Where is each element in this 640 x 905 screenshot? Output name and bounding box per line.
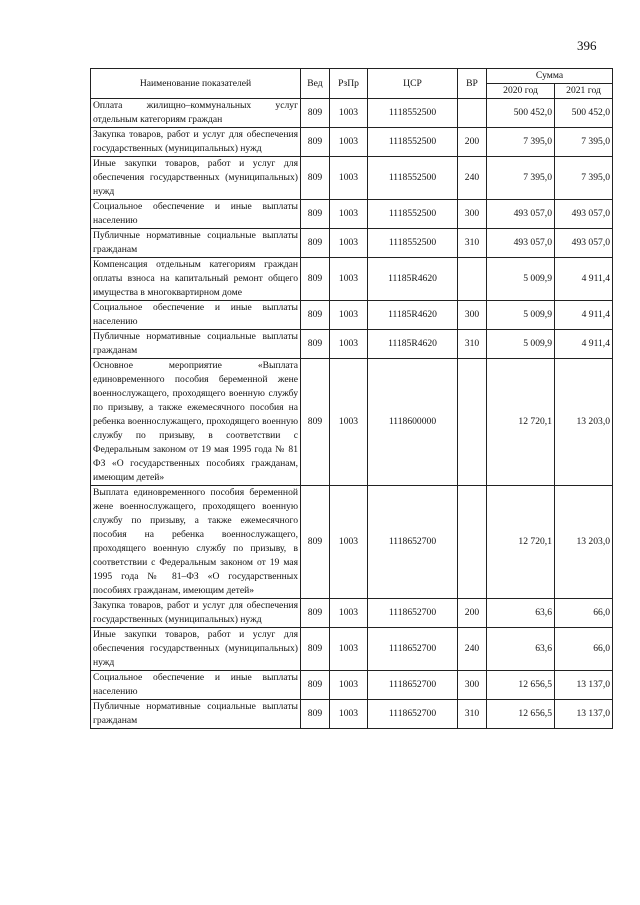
row-name: Закупка товаров, работ и услуг для обеспечения государственных (муниципальных) нужд — [91, 128, 301, 157]
row-csr: 1118652700 — [368, 486, 458, 599]
row-name: Публичные нормативные социальные выплаты гражданам — [91, 330, 301, 359]
row-csr: 1118552500 — [368, 229, 458, 258]
row-sum-2021: 13 137,0 — [555, 671, 613, 700]
header-rzpr: РзПр — [330, 69, 368, 99]
row-ved: 809 — [301, 628, 330, 671]
row-ved: 809 — [301, 599, 330, 628]
row-csr: 11185R4620 — [368, 301, 458, 330]
row-ved: 809 — [301, 330, 330, 359]
row-sum-2020: 12 656,5 — [487, 700, 555, 729]
row-csr: 11185R4620 — [368, 330, 458, 359]
row-csr: 1118652700 — [368, 599, 458, 628]
row-vr: 300 — [458, 200, 487, 229]
row-rzpr: 1003 — [330, 359, 368, 486]
row-csr: 1118552500 — [368, 128, 458, 157]
row-name: Иные закупки товаров, работ и услуг для обеспечения государственных (муниципальных) нужд — [91, 628, 301, 671]
table-row — [91, 128, 613, 157]
row-csr: 1118652700 — [368, 628, 458, 671]
row-sum-2021: 493 057,0 — [555, 200, 613, 229]
row-ved: 809 — [301, 157, 330, 200]
table-row — [91, 700, 613, 729]
row-ved: 809 — [301, 359, 330, 486]
row-csr: 1118652700 — [368, 671, 458, 700]
row-ved: 809 — [301, 229, 330, 258]
table-row — [91, 330, 613, 359]
row-sum-2020: 7 395,0 — [487, 157, 555, 200]
header-name: Наименование показателей — [91, 69, 301, 99]
row-csr: 1118652700 — [368, 700, 458, 729]
row-sum-2020: 7 395,0 — [487, 128, 555, 157]
row-ved: 809 — [301, 301, 330, 330]
row-sum-2021: 500 452,0 — [555, 99, 613, 128]
row-vr: 300 — [458, 301, 487, 330]
row-rzpr: 1003 — [330, 157, 368, 200]
row-csr: 1118600000 — [368, 359, 458, 486]
row-vr — [458, 99, 487, 128]
table-row — [91, 628, 613, 671]
row-sum-2021: 13 203,0 — [555, 486, 613, 599]
row-name: Иные закупки товаров, работ и услуг для обеспечения государственных (муниципальных) нужд — [91, 157, 301, 200]
row-rzpr: 1003 — [330, 99, 368, 128]
row-rzpr: 1003 — [330, 128, 368, 157]
row-sum-2020: 493 057,0 — [487, 200, 555, 229]
row-ved: 809 — [301, 671, 330, 700]
header-vr: ВР — [458, 69, 487, 99]
budget-table — [90, 68, 613, 729]
row-vr: 240 — [458, 628, 487, 671]
page-number: 396 — [577, 38, 597, 53]
table-row — [91, 486, 613, 599]
row-sum-2020: 12 656,5 — [487, 671, 555, 700]
row-rzpr: 1003 — [330, 671, 368, 700]
row-sum-2021: 4 911,4 — [555, 301, 613, 330]
row-name: Публичные нормативные социальные выплаты гражданам — [91, 700, 301, 729]
row-rzpr: 1003 — [330, 330, 368, 359]
row-vr: 310 — [458, 330, 487, 359]
row-ved: 809 — [301, 200, 330, 229]
table-row — [91, 200, 613, 229]
row-name: Основное мероприятие «Выплата единовременного пособия беременной жене военнослужащего, проходящего военную службу по призыву, а также ежемесячного пособия на ребенка военнослужащего, проходящего военную службу по призыву, в соответствии с Федеральным законом от 19 мая 1995 года № 81 ФЗ «О государственных пособиях гражданам, имеющим детей» — [91, 359, 301, 486]
row-sum-2021: 66,0 — [555, 599, 613, 628]
table-row — [91, 157, 613, 200]
row-name: Социальное обеспечение и иные выплаты населению — [91, 200, 301, 229]
table-row — [91, 301, 613, 330]
row-name: Социальное обеспечение и иные выплаты населению — [91, 301, 301, 330]
row-sum-2021: 13 203,0 — [555, 359, 613, 486]
row-sum-2021: 493 057,0 — [555, 229, 613, 258]
row-name: Выплата единовременного пособия беременной жене военнослужащего, проходящего военную службу по призыву, а также ежемесячного пособия на ребенка военнослужащего, проходящего военную службу по призыву, в соответствии с Федеральным законом от 19 мая 1995 года № 81–ФЗ «О государственных пособиях гражданам, имеющим детей» — [91, 486, 301, 599]
row-sum-2020: 12 720,1 — [487, 486, 555, 599]
row-ved: 809 — [301, 486, 330, 599]
row-csr: 11185R4620 — [368, 258, 458, 301]
row-sum-2020: 5 009,9 — [487, 258, 555, 301]
row-rzpr: 1003 — [330, 301, 368, 330]
row-ved: 809 — [301, 99, 330, 128]
row-sum-2020: 12 720,1 — [487, 359, 555, 486]
row-csr: 1118552500 — [368, 200, 458, 229]
header-csr: ЦСР — [368, 69, 458, 99]
header-ved: Вед — [301, 69, 330, 99]
table-row — [91, 258, 613, 301]
row-vr: 300 — [458, 671, 487, 700]
row-name: Оплата жилищно–коммунальных услуг отдельным категориям граждан — [91, 99, 301, 128]
table-row — [91, 99, 613, 128]
row-rzpr: 1003 — [330, 200, 368, 229]
row-vr: 240 — [458, 157, 487, 200]
row-rzpr: 1003 — [330, 486, 368, 599]
row-sum-2020: 500 452,0 — [487, 99, 555, 128]
row-ved: 809 — [301, 258, 330, 301]
row-rzpr: 1003 — [330, 628, 368, 671]
row-vr: 200 — [458, 599, 487, 628]
table-row — [91, 229, 613, 258]
row-sum-2020: 5 009,9 — [487, 330, 555, 359]
header-year-2021: 2021 год — [555, 84, 613, 99]
row-sum-2020: 5 009,9 — [487, 301, 555, 330]
row-name: Публичные нормативные социальные выплаты гражданам — [91, 229, 301, 258]
table-row — [91, 671, 613, 700]
row-rzpr: 1003 — [330, 599, 368, 628]
table-row — [91, 599, 613, 628]
row-vr: 310 — [458, 229, 487, 258]
header-sum: Сумма — [487, 69, 613, 84]
row-vr: 310 — [458, 700, 487, 729]
table-row — [91, 359, 613, 486]
row-name: Социальное обеспечение и иные выплаты населению — [91, 671, 301, 700]
row-rzpr: 1003 — [330, 229, 368, 258]
header-year-2020: 2020 год — [487, 84, 555, 99]
row-sum-2020: 493 057,0 — [487, 229, 555, 258]
row-sum-2020: 63,6 — [487, 628, 555, 671]
row-sum-2021: 7 395,0 — [555, 157, 613, 200]
row-ved: 809 — [301, 700, 330, 729]
row-rzpr: 1003 — [330, 258, 368, 301]
row-vr — [458, 258, 487, 301]
row-name: Закупка товаров, работ и услуг для обеспечения государственных (муниципальных) нужд — [91, 599, 301, 628]
row-vr: 200 — [458, 128, 487, 157]
row-sum-2021: 4 911,4 — [555, 258, 613, 301]
row-sum-2021: 13 137,0 — [555, 700, 613, 729]
row-vr — [458, 486, 487, 599]
row-vr — [458, 359, 487, 486]
row-rzpr: 1003 — [330, 700, 368, 729]
row-sum-2021: 7 395,0 — [555, 128, 613, 157]
row-sum-2020: 63,6 — [487, 599, 555, 628]
row-ved: 809 — [301, 128, 330, 157]
row-name: Компенсация отдельным категориям граждан оплаты взноса на капитальный ремонт общего имущества в многоквартирном доме — [91, 258, 301, 301]
row-csr: 1118552500 — [368, 157, 458, 200]
row-sum-2021: 66,0 — [555, 628, 613, 671]
row-csr: 1118552500 — [368, 99, 458, 128]
row-sum-2021: 4 911,4 — [555, 330, 613, 359]
